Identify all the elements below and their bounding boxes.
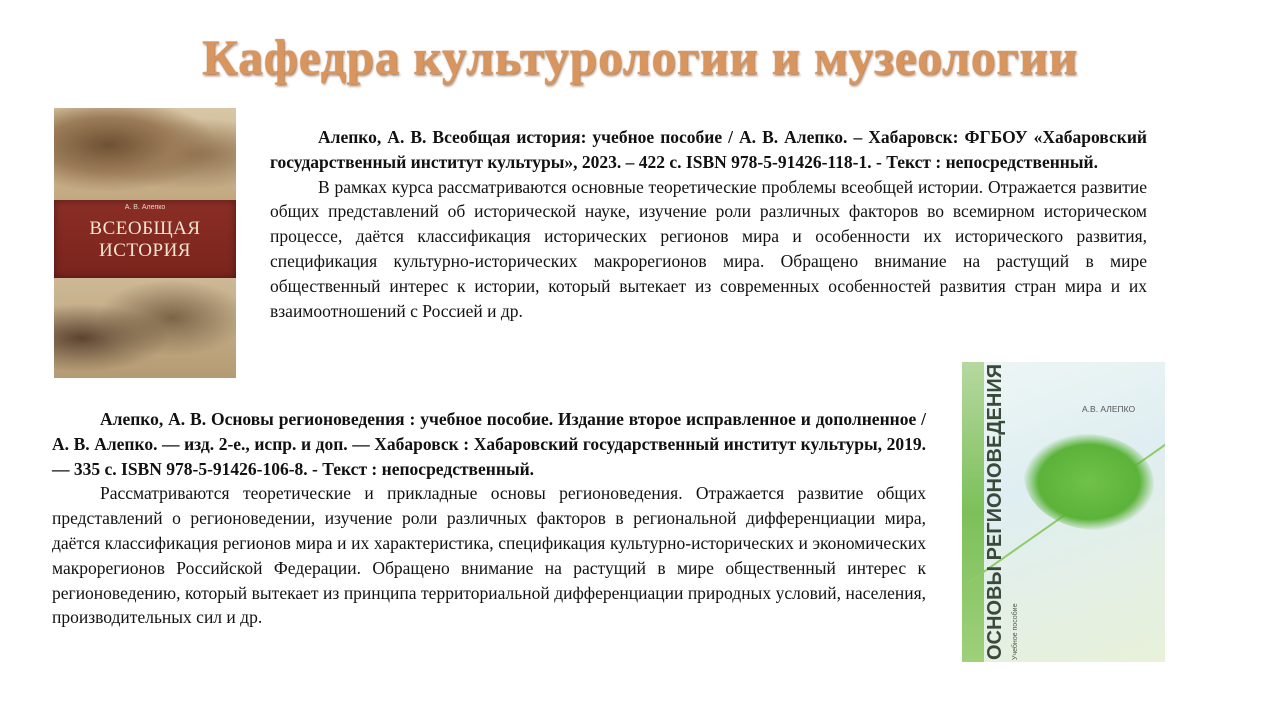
book-cover-world-history — [54, 108, 236, 378]
cover-author: А.В. АЛЕПКО — [1082, 404, 1136, 414]
cover-spine — [962, 362, 984, 662]
book-entry-world-history — [270, 125, 1147, 323]
cover-title: ВСЕОБЩАЯ ИСТОРИЯ — [89, 218, 201, 261]
cover-subtitle: Учебное пособие — [1012, 603, 1019, 660]
book-annotation: Рассматриваются теоретические и прикладные основы регионоведения. Отражается развитие общих представлений о регионоведении, изучение роли различных факторов в региональной дифференциации мира, даётся классификация регионов мира и их характеристика, спецификация культурно-исторических и экономических макрорегионов Российской Федерации. Обращено внимание на растущий в мире общественный интерес к регионоведению, который вытекает из принципа территориальной дифференциации природных условий, населения, производительных сил и др. — [52, 483, 926, 628]
cover-engraving-top — [54, 108, 236, 200]
book-entry-regional-studies — [52, 407, 926, 630]
book-cover-regional-studies — [962, 362, 1165, 662]
cover-map-image — [1024, 434, 1154, 530]
cover-engraving-bottom — [54, 278, 236, 378]
page-title: Кафедра культурологии и музеологии — [201, 29, 1079, 85]
cover-title: ОСНОВЫ РЕГИОНОВЕДЕНИЯ — [984, 363, 1006, 660]
cover-author: А. В. Алепко — [124, 204, 166, 211]
book-citation: Алепко, А. В. Всеобщая история: учебное пособие / А. В. Алепко. – Хабаровск: ФГБОУ «Хабаровский государственный институт культуры», 2023. – 422 с. ISBN 978-5-91426-118-1. - Текст : непосредственный. — [270, 127, 1147, 172]
book-citation: Алепко, А. В. Основы регионоведения : учебное пособие. Издание второе исправленное и дополненное / А. В. Алепко. — изд. 2-е., испр. и доп. — Хабаровск : Хабаровский государственный институт культуры, 2019. — 335 с. ISBN 978-5-91426-106-8. - Текст : непосредственный. — [52, 409, 926, 479]
book-annotation: В рамках курса рассматриваются основные теоретические проблемы всеобщей истории. Отражается развитие общих представлений об исторической науке, изучение роли различных факторов во всемирном историческом процессе, даётся классификация исторических регионов мира и особенности их исторического развития, спецификация культурно-исторических макрорегионов мира. Обращено внимание на растущий в мире общественный интерес к истории, который вытекает из современных особенностей развития стран мира и их взаимоотношений с Россией и др. — [270, 176, 1147, 321]
